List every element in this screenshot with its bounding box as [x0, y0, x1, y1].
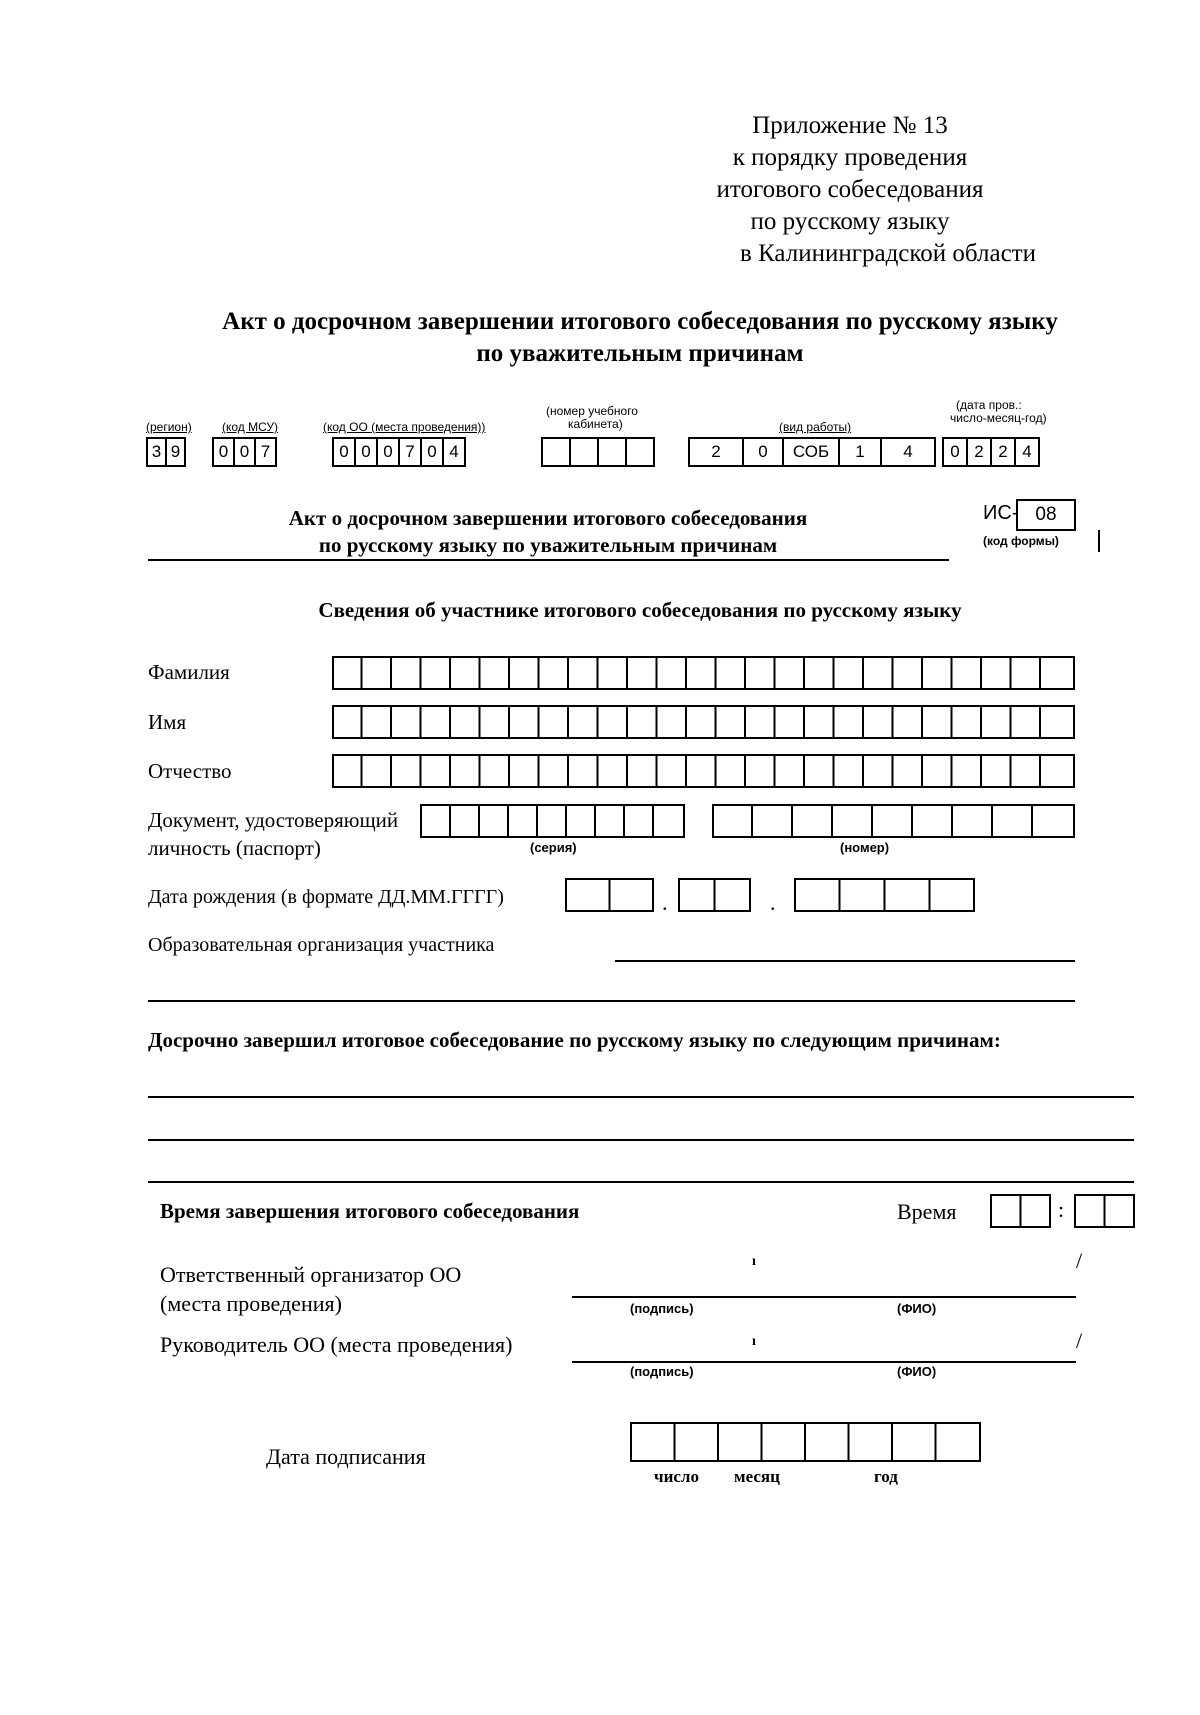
birth-date-label: Дата рождения (в формате ДД.ММ.ГГГГ)	[148, 886, 504, 908]
series-caption: (серия)	[530, 840, 577, 855]
passport-number-cells	[712, 804, 1076, 838]
oo-code-label: (код ОО (места проведения))	[323, 420, 486, 434]
msu-code-cells	[212, 437, 277, 467]
head-signature-line[interactable]	[572, 1361, 1076, 1363]
signing-date-cells	[630, 1422, 982, 1462]
appendix-line: к порядку проведения	[732, 144, 968, 171]
msu-label: (код МСУ)	[222, 420, 279, 434]
form-code-label: (код формы)	[983, 534, 1059, 548]
form-code-value: 08	[1018, 499, 1076, 531]
signature-slash: /	[1076, 1328, 1083, 1353]
fio-caption: (ФИО)	[897, 1364, 937, 1379]
name-label: Имя	[148, 710, 187, 734]
organizer-label: Ответственный организатор ОО (места проведения)	[160, 1262, 462, 1316]
signature-slash: /	[1076, 1248, 1083, 1273]
birth-date-dot: .	[770, 890, 776, 915]
code-cell: 2	[992, 437, 1016, 467]
code-cell: 0	[378, 437, 400, 467]
appendix-note	[650, 110, 1050, 270]
reasons-heading: Досрочно завершил итоговое собеседование по русскому языку по следующим причинам:	[148, 1028, 1001, 1052]
time-minutes-field[interactable]	[1074, 1194, 1136, 1233]
head-label: Руководитель ОО (места проведения)	[160, 1332, 513, 1357]
year-caption: год	[874, 1467, 898, 1486]
separator-tick: ı	[752, 1254, 756, 1269]
surname-label: Фамилия	[148, 660, 230, 684]
code-cell: 0	[235, 437, 256, 467]
code-cell: 0	[422, 437, 444, 467]
code-cell: 2	[968, 437, 992, 467]
name-cells	[332, 705, 1076, 739]
birth-day-cells	[565, 878, 655, 912]
region-code-cells	[146, 437, 186, 467]
work-type-cells	[688, 437, 936, 467]
code-cell: 4	[882, 437, 936, 467]
code-cell	[599, 437, 627, 467]
document-label: Документ, удостоверяющий личность (паспорт)	[148, 808, 399, 860]
code-cell	[543, 437, 571, 467]
passport-series-field[interactable]	[420, 804, 686, 843]
day-caption: число	[654, 1467, 699, 1486]
code-cell	[571, 437, 599, 467]
appendix-line: по русскому языку	[750, 208, 950, 235]
separator-tick: ı	[752, 1334, 756, 1349]
birth-month-cells	[678, 878, 752, 912]
organization-input-line-2[interactable]	[148, 1000, 1075, 1002]
birth-year-cells	[794, 878, 976, 912]
code-cell: 4	[444, 437, 466, 467]
signing-date-label: Дата подписания	[266, 1444, 426, 1469]
signature-caption: (подпись)	[630, 1364, 694, 1379]
exam-date-cells	[942, 437, 1040, 467]
room-label: (номер учебного кабинета)	[546, 404, 638, 431]
organizer-signature-line[interactable]	[572, 1296, 1076, 1298]
birth-date-dot: .	[662, 890, 668, 915]
time-label: Время	[897, 1199, 957, 1224]
code-cell: 0	[214, 437, 235, 467]
code-cell: 0	[944, 437, 968, 467]
code-cell: 0	[744, 437, 784, 467]
signature-caption: (подпись)	[630, 1301, 694, 1316]
oo-code-cells	[332, 437, 466, 467]
passport-number-field[interactable]	[712, 804, 1076, 843]
title-line-2: по уважительным причинам	[476, 340, 804, 367]
form-code-prefix: ИС-	[983, 502, 1019, 524]
reasons-line[interactable]	[148, 1096, 1134, 1098]
form-title: Акт о досрочном завершении итогового собеседования по русскому языку по уважительным причинам	[288, 506, 808, 557]
room-number-cells	[541, 437, 655, 467]
number-caption: (номер)	[840, 840, 890, 855]
birth-year-field[interactable]	[794, 878, 976, 917]
code-cell	[627, 437, 655, 467]
passport-series-cells	[420, 804, 686, 838]
region-label: (регион)	[146, 420, 192, 434]
patronymic-cells	[332, 754, 1076, 788]
month-caption: месяц	[734, 1467, 780, 1486]
surname-field[interactable]	[332, 656, 1076, 695]
time-colon: :	[1058, 1197, 1065, 1222]
participant-heading: Сведения об участнике итогового собеседования по русскому языку	[318, 598, 962, 622]
code-cell: 0	[334, 437, 356, 467]
name-field[interactable]	[332, 705, 1076, 744]
fio-caption: (ФИО)	[897, 1301, 937, 1316]
organization-label: Образовательная организация участника	[148, 934, 495, 956]
birth-day-field[interactable]	[565, 878, 655, 917]
code-cell: 9	[167, 437, 186, 467]
time-minutes-cells	[1074, 1194, 1136, 1228]
code-cell: 7	[256, 437, 277, 467]
appendix-line: в Калининградской области	[740, 240, 1036, 267]
document-title	[140, 306, 1140, 370]
exam-date-label: (дата пров.: число-месяц-год)	[950, 398, 1047, 425]
code-cell: 0	[356, 437, 378, 467]
title-line-1: Акт о досрочном завершении итогового собеседования по русскому языку	[222, 308, 1058, 335]
code-cell: 7	[400, 437, 422, 467]
patronymic-label: Отчество	[148, 759, 232, 783]
signing-date-field[interactable]	[630, 1422, 982, 1467]
appendix-line: итогового собеседования	[716, 176, 984, 203]
work-type-label: (вид работы)	[779, 420, 852, 434]
form-code-box	[1016, 499, 1076, 531]
code-cell: 1	[840, 437, 882, 467]
form-title-underline	[148, 559, 949, 561]
code-cell: СОБ	[784, 437, 840, 467]
appendix-line: Приложение № 13	[752, 112, 948, 139]
completion-heading: Время завершения итогового собеседования	[160, 1199, 580, 1223]
code-cell: 3	[148, 437, 167, 467]
birth-month-field[interactable]	[678, 878, 752, 917]
reasons-line[interactable]	[148, 1181, 1134, 1183]
side-mark	[1098, 530, 1100, 552]
surname-cells	[332, 656, 1076, 690]
time-hours-field[interactable]	[990, 1194, 1052, 1233]
time-hours-cells	[990, 1194, 1052, 1228]
code-cell: 4	[1016, 437, 1040, 467]
organization-input-line[interactable]	[615, 960, 1075, 962]
reasons-line[interactable]	[148, 1139, 1134, 1141]
code-cell: 2	[690, 437, 744, 467]
patronymic-field[interactable]	[332, 754, 1076, 793]
